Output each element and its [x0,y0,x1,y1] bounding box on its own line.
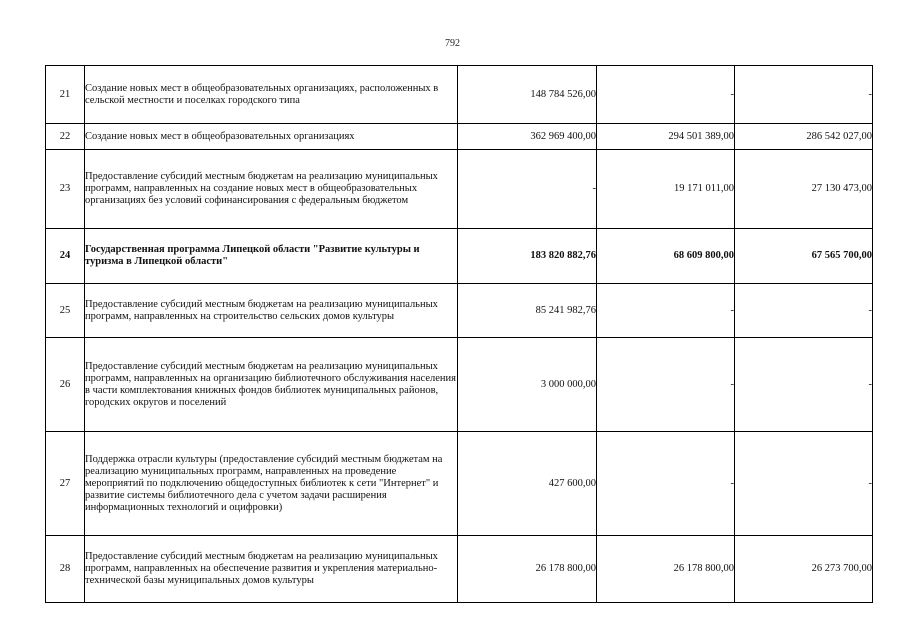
row-number: 26 [46,338,85,432]
value-year-3: 27 130 473,00 [735,150,873,229]
table-row [46,432,873,536]
row-description: Поддержка отрасли культуры (предоставление субсидий местным бюджетам на реализацию муниципальных программ, направленных на проведение мероприятий по подключению общедоступных библиотек к сети "Интернет" и развитие системы библиотечного дела с учетом задачи расширения информационных технологий и оцифровки) [85,432,458,536]
value-year-2: 26 178 800,00 [597,536,735,603]
value-year-3: - [735,338,873,432]
row-description: Предоставление субсидий местным бюджетам на реализацию муниципальных программ, направленных на организацию библиотечного обслуживания населения в части комплектования книжных фондов библиотек муниципальных районов, городских округов и поселений [85,338,458,432]
row-number: 27 [46,432,85,536]
row-number: 23 [46,150,85,229]
table-row [46,66,873,124]
value-year-2: 294 501 389,00 [597,124,735,150]
value-year-1: 362 969 400,00 [458,124,597,150]
value-year-1: 148 784 526,00 [458,66,597,124]
row-number: 24 [46,229,85,284]
row-description: Предоставление субсидий местным бюджетам на реализацию муниципальных программ, направленных на создание новых мест в общеобразовательных организациях без условий софинансирования с федеральным бюджетом [85,150,458,229]
page-number: 792 [445,38,460,49]
value-year-3: - [735,432,873,536]
value-year-2: - [597,432,735,536]
table-row [46,150,873,229]
row-number: 25 [46,284,85,338]
value-year-3: 26 273 700,00 [735,536,873,603]
table-row [46,536,873,603]
value-year-2: 68 609 800,00 [597,229,735,284]
row-description: Предоставление субсидий местным бюджетам на реализацию муниципальных программ, направленных на обеспечение развития и укрепления материально-технической базы муниципальных домов культуры [85,536,458,603]
row-description: Создание новых мест в общеобразовательных организациях [85,124,458,150]
value-year-1: 427 600,00 [458,432,597,536]
value-year-1: 3 000 000,00 [458,338,597,432]
value-year-2: - [597,66,735,124]
row-description: Государственная программа Липецкой области "Развитие культуры и туризма в Липецкой области" [85,229,458,284]
value-year-1: - [458,150,597,229]
value-year-1: 183 820 882,76 [458,229,597,284]
table-row [46,229,873,284]
row-number: 21 [46,66,85,124]
table-row [46,338,873,432]
table-row [46,284,873,338]
value-year-2: - [597,338,735,432]
value-year-3: - [735,284,873,338]
value-year-1: 85 241 982,76 [458,284,597,338]
row-number: 28 [46,536,85,603]
row-number: 22 [46,124,85,150]
value-year-2: - [597,284,735,338]
value-year-3: 67 565 700,00 [735,229,873,284]
value-year-3: 286 542 027,00 [735,124,873,150]
value-year-2: 19 171 011,00 [597,150,735,229]
value-year-1: 26 178 800,00 [458,536,597,603]
value-year-3: - [735,66,873,124]
row-description: Создание новых мест в общеобразовательных организациях, расположенных в сельской местности и поселках городского типа [85,66,458,124]
row-description: Предоставление субсидий местным бюджетам на реализацию муниципальных программ, направленных на строительство сельских домов культуры [85,284,458,338]
budget-table [45,65,873,603]
table-row [46,124,873,150]
